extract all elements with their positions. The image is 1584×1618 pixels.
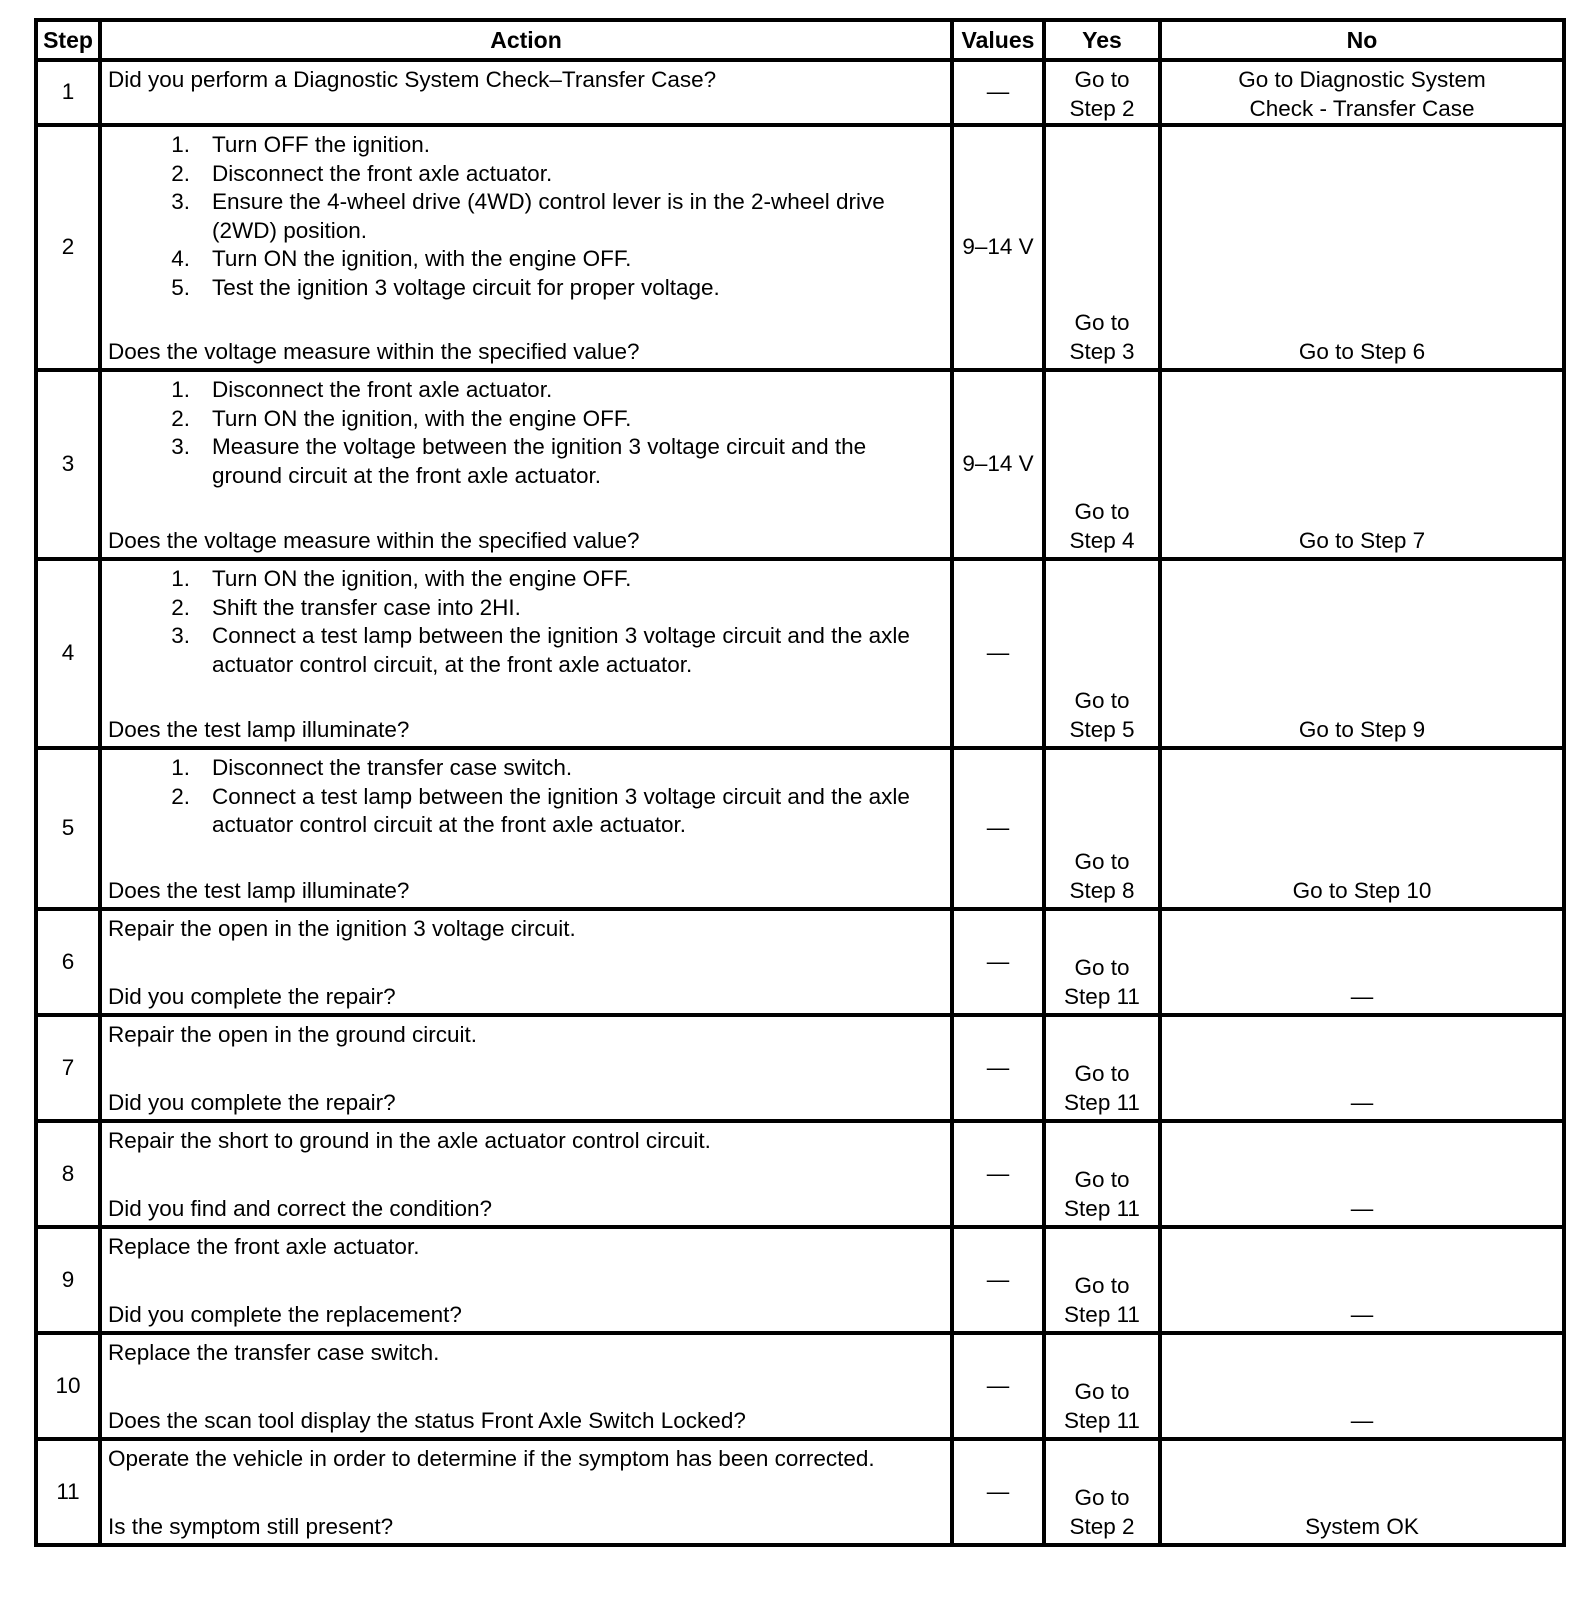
value-cell: 9–14 V (952, 370, 1044, 559)
table-row (36, 1015, 1564, 1121)
yes-cell (1044, 748, 1160, 909)
action-instruction: Operate the vehicle in order to determine if the symptom has been corrected. (108, 1446, 875, 1471)
yes-line: Step 11 (1064, 1407, 1140, 1433)
no-line: Go to Step 9 (1298, 716, 1426, 742)
action-question: Does the voltage measure within the specified value? (108, 338, 640, 364)
yes-line: Step 11 (1064, 1301, 1140, 1327)
action-question: Did you find and correct the condition? (108, 1195, 492, 1221)
no-target (1162, 1407, 1562, 1436)
yes-cell (1044, 125, 1160, 370)
value-cell: — (952, 60, 1044, 125)
step-number: 11 (36, 1439, 100, 1545)
no-line: Go to Step 10 (1292, 877, 1432, 903)
action-step-text: Turn OFF the ignition. (212, 132, 431, 157)
action-cell (100, 559, 952, 748)
table-row (36, 370, 1564, 559)
yes-target (1046, 498, 1158, 555)
action-step-number: 5. (171, 274, 190, 300)
action-question: Does the scan tool display the status Front Axle Switch Locked? (108, 1407, 746, 1433)
action-step-text: Disconnect the front axle actuator. (212, 377, 553, 402)
yes-target (1046, 687, 1158, 744)
table-row (36, 909, 1564, 1015)
table-row (36, 1121, 1564, 1227)
yes-line: Go to (1074, 1167, 1130, 1192)
no-cell (1160, 748, 1564, 909)
no-target (1162, 877, 1562, 906)
action-step-number: 1. (171, 566, 190, 591)
yes-line: Step 2 (1069, 95, 1135, 121)
action-step-item (108, 131, 944, 160)
action-steps-list (108, 754, 944, 840)
action-content (102, 1441, 950, 1474)
action-step-number: 2. (171, 405, 190, 431)
action-step-item (108, 405, 944, 434)
header-action: Action (100, 20, 952, 60)
action-instruction: Did you perform a Diagnostic System Check–Transfer Case? (108, 67, 717, 92)
no-cell (1160, 1333, 1564, 1439)
action-question: Does the test lamp illuminate? (108, 716, 410, 742)
yes-target (1046, 309, 1158, 366)
action-step-item (108, 783, 944, 840)
no-target (1162, 1195, 1562, 1224)
action-step-item (108, 376, 944, 405)
action-cell (100, 1015, 952, 1121)
value-cell: — (952, 1227, 1044, 1333)
value-cell: — (952, 1015, 1044, 1121)
step-number: 9 (36, 1227, 100, 1333)
action-step-text: Disconnect the front axle actuator. (212, 160, 553, 186)
no-target (1162, 716, 1562, 745)
action-content (102, 62, 950, 95)
no-line: Go to Diagnostic System (1238, 67, 1486, 92)
yes-line: Go to (1074, 849, 1130, 874)
action-step-item (108, 433, 944, 490)
action-content (102, 1335, 950, 1368)
action-cell (100, 1439, 952, 1545)
no-cell (1160, 1121, 1564, 1227)
action-step-text: Shift the transfer case into 2HI. (212, 594, 521, 620)
value-cell: — (952, 1333, 1044, 1439)
action-cell (100, 60, 952, 125)
action-question: Did you complete the repair? (108, 983, 396, 1009)
action-step-item (108, 245, 944, 274)
action-step-text: Test the ignition 3 voltage circuit for proper voltage. (212, 274, 720, 300)
action-step-item (108, 754, 944, 783)
no-target (1162, 1301, 1562, 1330)
action-instruction: Replace the transfer case switch. (108, 1340, 440, 1365)
yes-line: Step 4 (1069, 527, 1135, 553)
yes-line: Step 8 (1069, 877, 1135, 903)
yes-target (1046, 1166, 1158, 1223)
action-steps-list (108, 565, 944, 679)
value-cell: 9–14 V (952, 125, 1044, 370)
yes-target (1046, 848, 1158, 905)
action-step-number: 2. (171, 160, 190, 186)
value-cell: — (952, 909, 1044, 1015)
table-row (36, 1439, 1564, 1545)
yes-line: Step 5 (1069, 716, 1135, 742)
no-line: — (1350, 1301, 1374, 1327)
yes-cell (1044, 60, 1160, 125)
action-cell (100, 125, 952, 370)
yes-line: Go to (1074, 1485, 1130, 1510)
action-step-number: 2. (171, 594, 190, 620)
step-number: 7 (36, 1015, 100, 1121)
table-row (36, 1333, 1564, 1439)
value-cell: — (952, 1121, 1044, 1227)
action-content (102, 1017, 950, 1050)
no-line: Go to Step 6 (1298, 338, 1426, 364)
action-cell (100, 748, 952, 909)
no-line: — (1350, 1407, 1374, 1433)
yes-line: Step 11 (1064, 1195, 1140, 1221)
action-question: Does the voltage measure within the specified value? (108, 527, 640, 553)
action-step-text: Turn ON the ignition, with the engine OFF. (212, 566, 632, 591)
action-step-text: Ensure the 4-wheel drive (4WD) control lever is in the 2-wheel drive (2WD) position. (212, 189, 885, 243)
value-cell: — (952, 559, 1044, 748)
yes-cell (1044, 1227, 1160, 1333)
action-step-number: 3. (171, 189, 190, 214)
no-line: Check - Transfer Case (1249, 95, 1475, 121)
yes-cell (1044, 909, 1160, 1015)
action-instruction: Repair the short to ground in the axle actuator control circuit. (108, 1128, 711, 1153)
no-target (1162, 527, 1562, 556)
action-step-number: 1. (171, 132, 190, 157)
value-cell: — (952, 748, 1044, 909)
yes-target (1046, 62, 1158, 123)
yes-line: Go to (1074, 67, 1130, 92)
yes-line: Go to (1074, 1379, 1130, 1404)
header-step: Step (36, 20, 100, 60)
action-step-number: 3. (171, 623, 190, 648)
yes-cell (1044, 559, 1160, 748)
action-step-item (108, 594, 944, 623)
action-step-text: Connect a test lamp between the ignition 3 voltage circuit and the axle actuator control circuit at the front axle actuator. (212, 783, 910, 837)
action-step-text: Disconnect the transfer case switch. (212, 755, 573, 780)
table-row (36, 1227, 1564, 1333)
table-row (36, 60, 1564, 125)
action-step-item (108, 565, 944, 594)
action-instruction: Repair the open in the ground circuit. (108, 1022, 477, 1047)
header-no: No (1160, 20, 1564, 60)
table-row (36, 748, 1564, 909)
step-number: 10 (36, 1333, 100, 1439)
action-step-text: Turn ON the ignition, with the engine OFF. (212, 405, 632, 431)
action-question: Is the symptom still present? (108, 1513, 394, 1539)
action-step-number: 1. (171, 755, 190, 780)
yes-cell (1044, 1015, 1160, 1121)
yes-cell (1044, 370, 1160, 559)
yes-line: Step 11 (1064, 983, 1140, 1009)
yes-line: Step 11 (1064, 1089, 1140, 1115)
step-number: 6 (36, 909, 100, 1015)
action-cell (100, 1121, 952, 1227)
header-row (36, 20, 1564, 60)
action-step-text: Turn ON the ignition, with the engine OFF. (212, 246, 632, 271)
action-content (102, 372, 950, 490)
action-step-number: 1. (171, 377, 190, 402)
yes-target (1046, 1060, 1158, 1117)
no-cell (1160, 1439, 1564, 1545)
no-target (1162, 1513, 1562, 1542)
action-steps-list (108, 376, 944, 490)
no-target (1162, 338, 1562, 367)
no-cell (1160, 909, 1564, 1015)
yes-cell (1044, 1121, 1160, 1227)
action-content (102, 561, 950, 679)
action-cell (100, 909, 952, 1015)
no-target (1162, 1089, 1562, 1118)
yes-cell (1044, 1439, 1160, 1545)
step-number: 4 (36, 559, 100, 748)
yes-line: Go to (1074, 1273, 1130, 1298)
yes-target (1046, 1378, 1158, 1435)
diagnostic-table (34, 18, 1566, 1547)
action-step-item (108, 188, 944, 245)
action-step-number: 3. (171, 434, 190, 459)
step-number: 8 (36, 1121, 100, 1227)
no-line: System OK (1305, 1513, 1419, 1539)
no-cell (1160, 60, 1564, 125)
action-step-number: 4. (171, 246, 190, 271)
yes-target (1046, 1272, 1158, 1329)
yes-line: Step 3 (1069, 338, 1135, 364)
action-content (102, 1123, 950, 1156)
action-step-item (108, 622, 944, 679)
action-cell (100, 370, 952, 559)
action-content (102, 911, 950, 944)
action-cell (100, 1227, 952, 1333)
no-line: — (1350, 1195, 1374, 1221)
yes-line: Go to (1074, 688, 1130, 713)
no-target (1162, 983, 1562, 1012)
yes-line: Go to (1074, 955, 1130, 980)
no-line: Go to Step 7 (1298, 527, 1426, 553)
step-number: 3 (36, 370, 100, 559)
table-row (36, 125, 1564, 370)
action-question: Did you complete the replacement? (108, 1301, 462, 1327)
no-cell (1160, 1227, 1564, 1333)
no-cell (1160, 559, 1564, 748)
no-cell (1160, 370, 1564, 559)
action-question: Did you complete the repair? (108, 1089, 396, 1115)
step-number: 2 (36, 125, 100, 370)
action-question: Does the test lamp illuminate? (108, 877, 410, 903)
table-row (36, 559, 1564, 748)
action-step-text: Connect a test lamp between the ignition 3 voltage circuit and the axle actuator control circuit, at the front axle actuator. (212, 623, 910, 677)
action-step-item (108, 274, 944, 303)
action-step-number: 2. (171, 783, 190, 809)
no-line: — (1350, 983, 1374, 1009)
no-line: — (1350, 1089, 1374, 1115)
action-step-item (108, 160, 944, 189)
action-instruction: Replace the front axle actuator. (108, 1234, 420, 1259)
yes-line: Step 2 (1069, 1513, 1135, 1539)
no-cell (1160, 125, 1564, 370)
action-step-text: Measure the voltage between the ignition 3 voltage circuit and the ground circuit at the front axle actuator. (212, 434, 867, 488)
step-number: 1 (36, 60, 100, 125)
action-steps-list (108, 131, 944, 302)
action-content (102, 127, 950, 302)
action-cell (100, 1333, 952, 1439)
yes-target (1046, 954, 1158, 1011)
yes-line: Go to (1074, 310, 1130, 335)
no-cell (1160, 1015, 1564, 1121)
yes-line: Go to (1074, 1061, 1130, 1086)
no-target (1162, 62, 1562, 123)
yes-line: Go to (1074, 499, 1130, 524)
yes-target (1046, 1484, 1158, 1541)
action-content (102, 1229, 950, 1262)
header-yes: Yes (1044, 20, 1160, 60)
header-values: Values (952, 20, 1044, 60)
action-instruction: Repair the open in the ignition 3 voltage circuit. (108, 916, 576, 941)
value-cell: — (952, 1439, 1044, 1545)
step-number: 5 (36, 748, 100, 909)
action-content (102, 750, 950, 840)
yes-cell (1044, 1333, 1160, 1439)
